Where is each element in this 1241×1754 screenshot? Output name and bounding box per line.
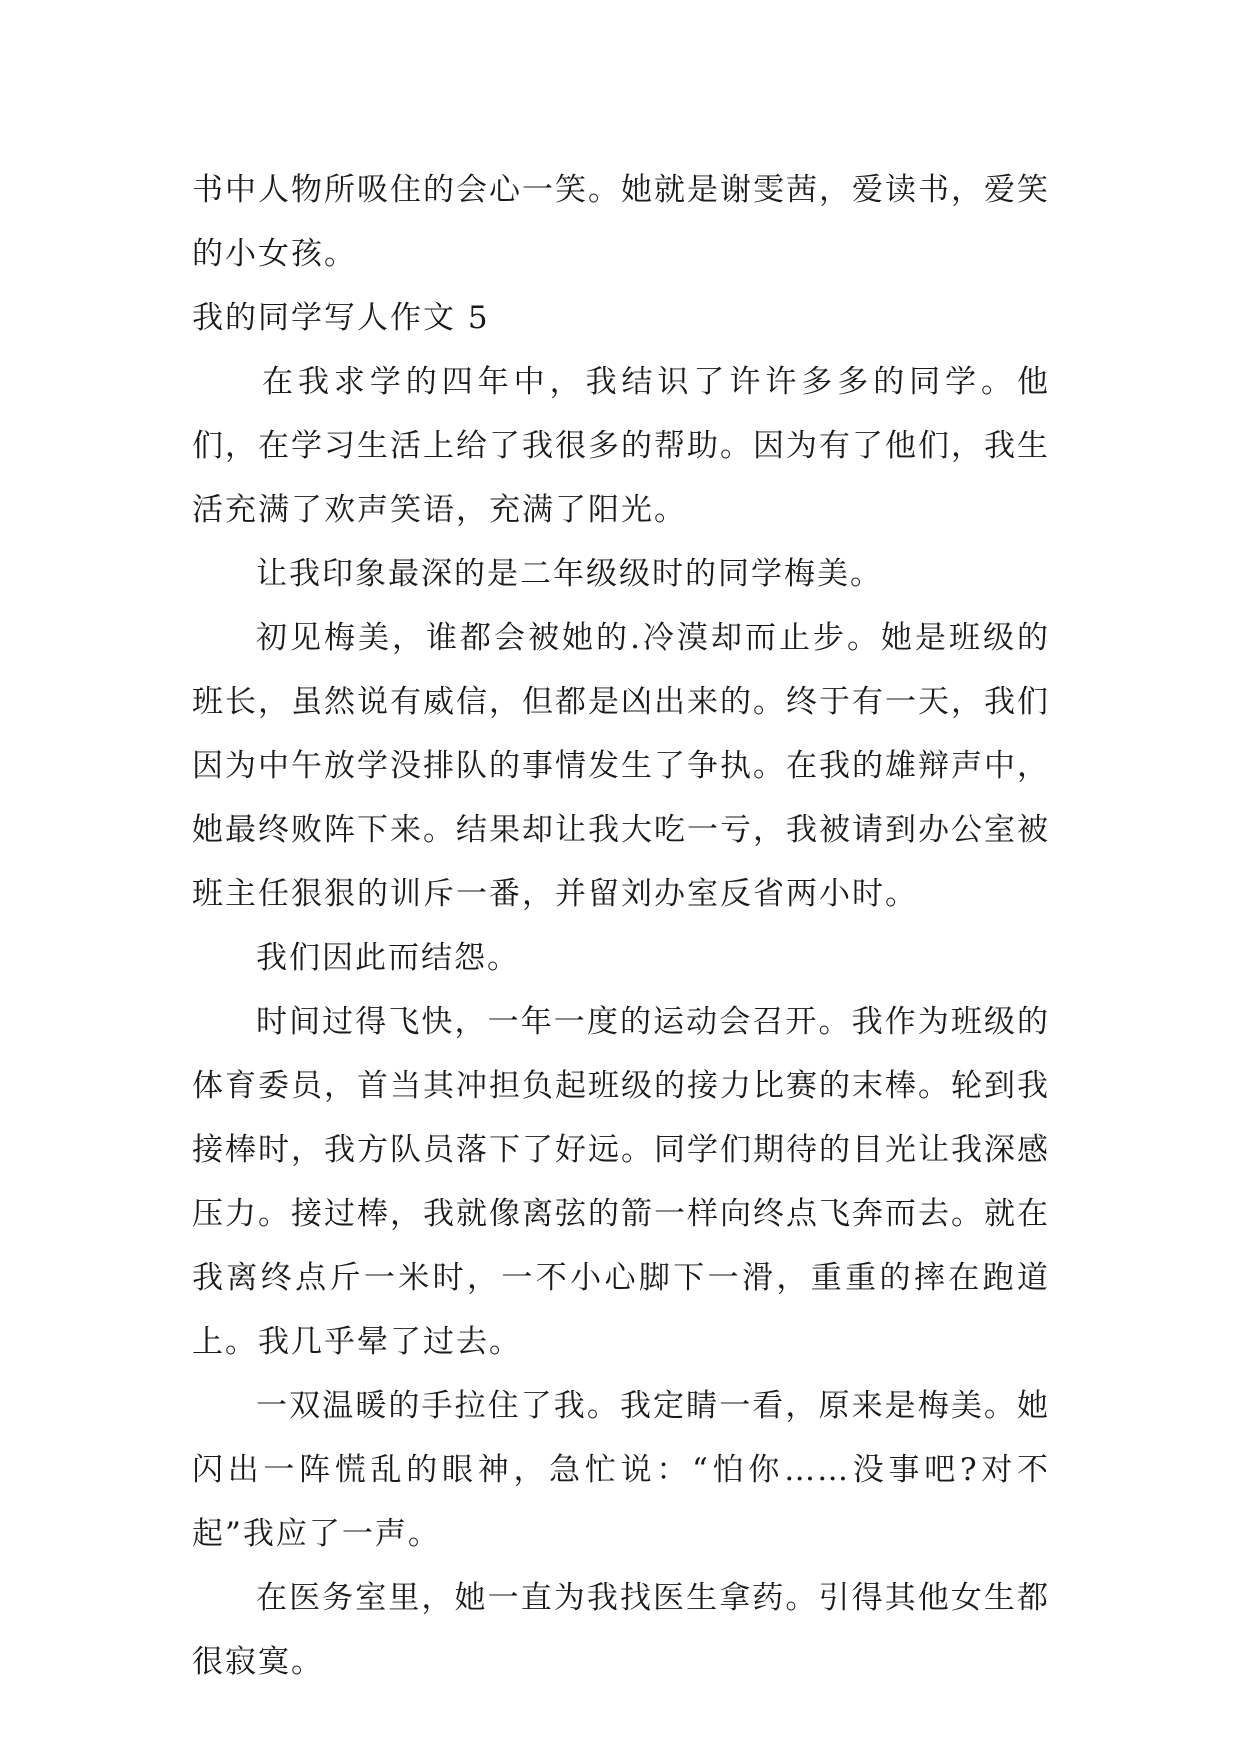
paragraph-2: 让我印象最深的是二年级级时的同学梅美。	[256, 556, 883, 592]
essay-heading: 我的同学写人作文 5	[192, 300, 490, 336]
paragraph-3: 初见梅美，谁都会被她的.冷漠却而止步。她是班级的班长，虽然说有威信，但都是凶出来的。终于有一天，我们因为中午放学没排队的事情发生了争执。在我的雄辩声中，她最终败阵下来。结果却让我大吃一亏，我被请到办公室被班主任狠狠的训斥一番，并留刘办室反省两小时。	[192, 620, 1050, 912]
paragraph-5: 时间过得飞快，一年一度的运动会召开。我作为班级的体育委员，首当其冲担负起班级的接力比赛的末棒。轮到我接棒时，我方队员落下了好远。同学们期待的目光让我深感压力。接过棒，我就像离弦的箭一样向终点飞奔而去。就在我离终点斤一米时，一不小心脚下一滑，重重的摔在跑道上。我几乎晕了过去。	[192, 1004, 1050, 1360]
paragraph-4: 我们因此而结怨。	[256, 940, 520, 976]
continued-paragraph: 书中人物所吸住的会心一笑。她就是谢雯茜，爱读书，爱笑的小女孩。	[192, 172, 1050, 272]
document-body	[192, 158, 1050, 1694]
paragraph-6: 一双温暖的手拉住了我。我定睛一看，原来是梅美。她闪出一阵慌乱的眼神，急忙说：“怕你……没事吧?对不起”我应了一声。	[192, 1388, 1050, 1552]
paragraph-1: 在我求学的四年中，我结识了许许多多的同学。他们，在学习生活上给了我很多的帮助。因为有了他们，我生活充满了欢声笑语，充满了阳光。	[192, 364, 1050, 528]
paragraph-7: 在医务室里，她一直为我找医生拿药。引得其他女生都很寂寞。	[192, 1580, 1050, 1680]
